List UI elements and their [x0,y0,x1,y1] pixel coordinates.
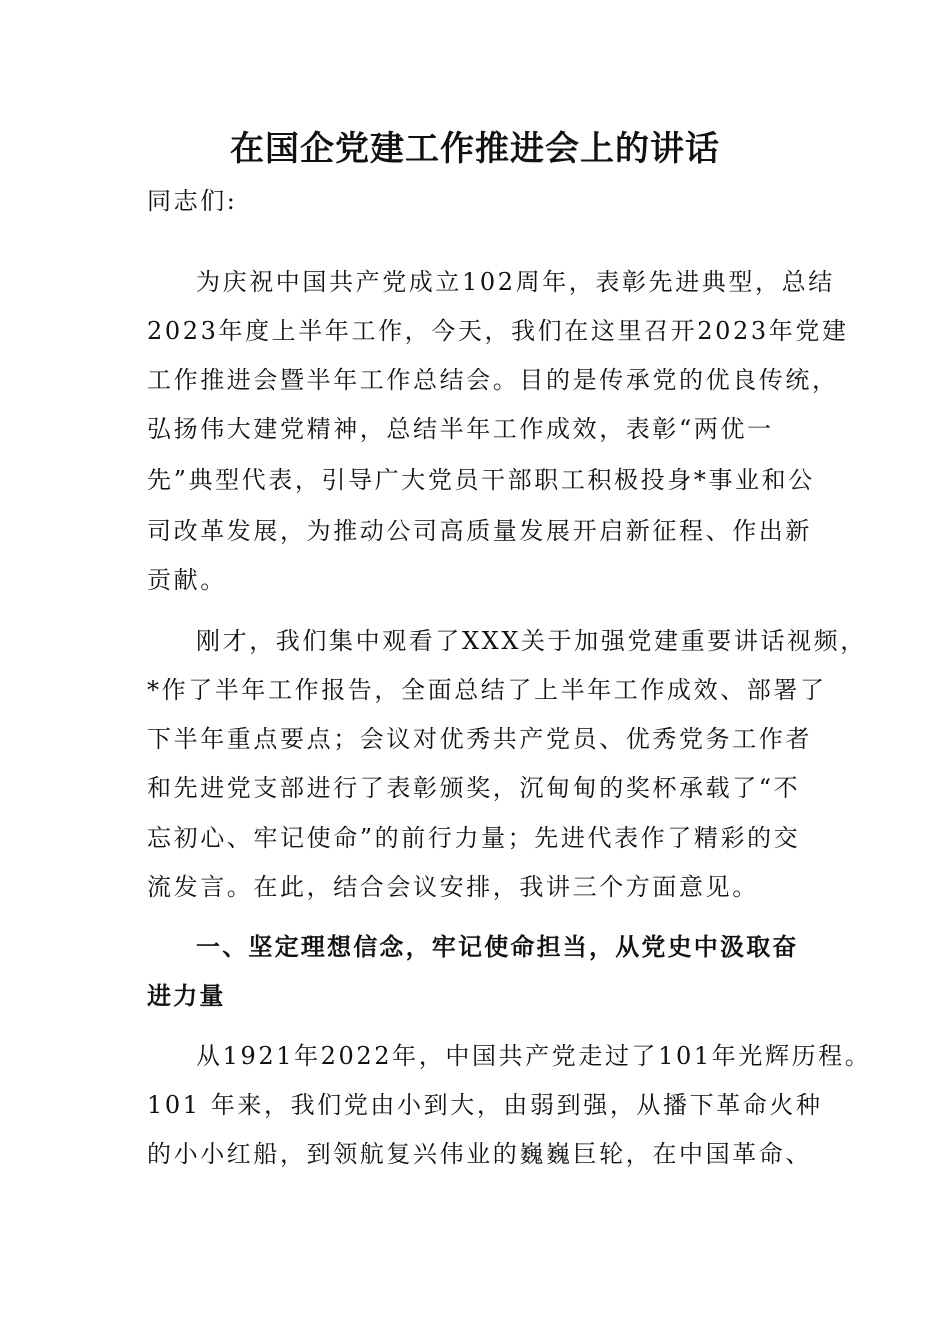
paragraph-line: 贡献。 [147,566,227,594]
salutation: 同志们: [147,187,238,215]
document-title: 在国企党建工作推进会上的讲话 [230,129,720,169]
paragraph-line: 工作推进会暨半年工作总结会。目的是传承党的优良传统， [147,366,839,394]
paragraph-line: 的小小红船，到领航复兴伟业的巍巍巨轮，在中国革命、 [147,1140,812,1168]
paragraph-line: 流发言。在此，结合会议安排，我讲三个方面意见。 [147,873,759,901]
paragraph-line: 为庆祝中国共产党成立102周年，表彰先进典型，总结 [196,268,835,296]
paragraph-line: 从1921年2022年，中国共产党走过了101年光辉历程。 [196,1042,872,1070]
paragraph-line: 先”典型代表，引导广大党员干部职工积极投身*事业和公 [147,466,815,494]
paragraph-line: 和先进党支部进行了表彰颁奖，沉甸甸的奖杯承载了“不 [147,774,801,802]
paragraph-line: 司改革发展，为推动公司高质量发展开启新征程、作出新 [147,517,812,545]
paragraph-line: 101 年来，我们党由小到大，由弱到强，从播下革命火种 [147,1091,823,1119]
paragraph-line: *作了半年工作报告，全面总结了上半年工作成效、部署了 [147,676,827,704]
paragraph-line: 忘初心、牢记使命”的前行力量；先进代表作了精彩的交 [147,824,801,852]
section-heading: 进力量 [147,981,226,1010]
paragraph-line: 刚才，我们集中观看了XXX关于加强党建重要讲话视频， [196,627,867,655]
paragraph-line: 弘扬伟大建党精神，总结半年工作成效，表彰“两优一 [147,415,774,443]
paragraph-line: 下半年重点要点；会议对优秀共产党员、优秀党务工作者 [147,725,812,753]
section-heading: 一、坚定理想信念，牢记使命担当，从党史中汲取奋 [196,932,799,961]
paragraph-line: 2023年度上半年工作，今天，我们在这里召开2023年党建 [147,317,849,345]
